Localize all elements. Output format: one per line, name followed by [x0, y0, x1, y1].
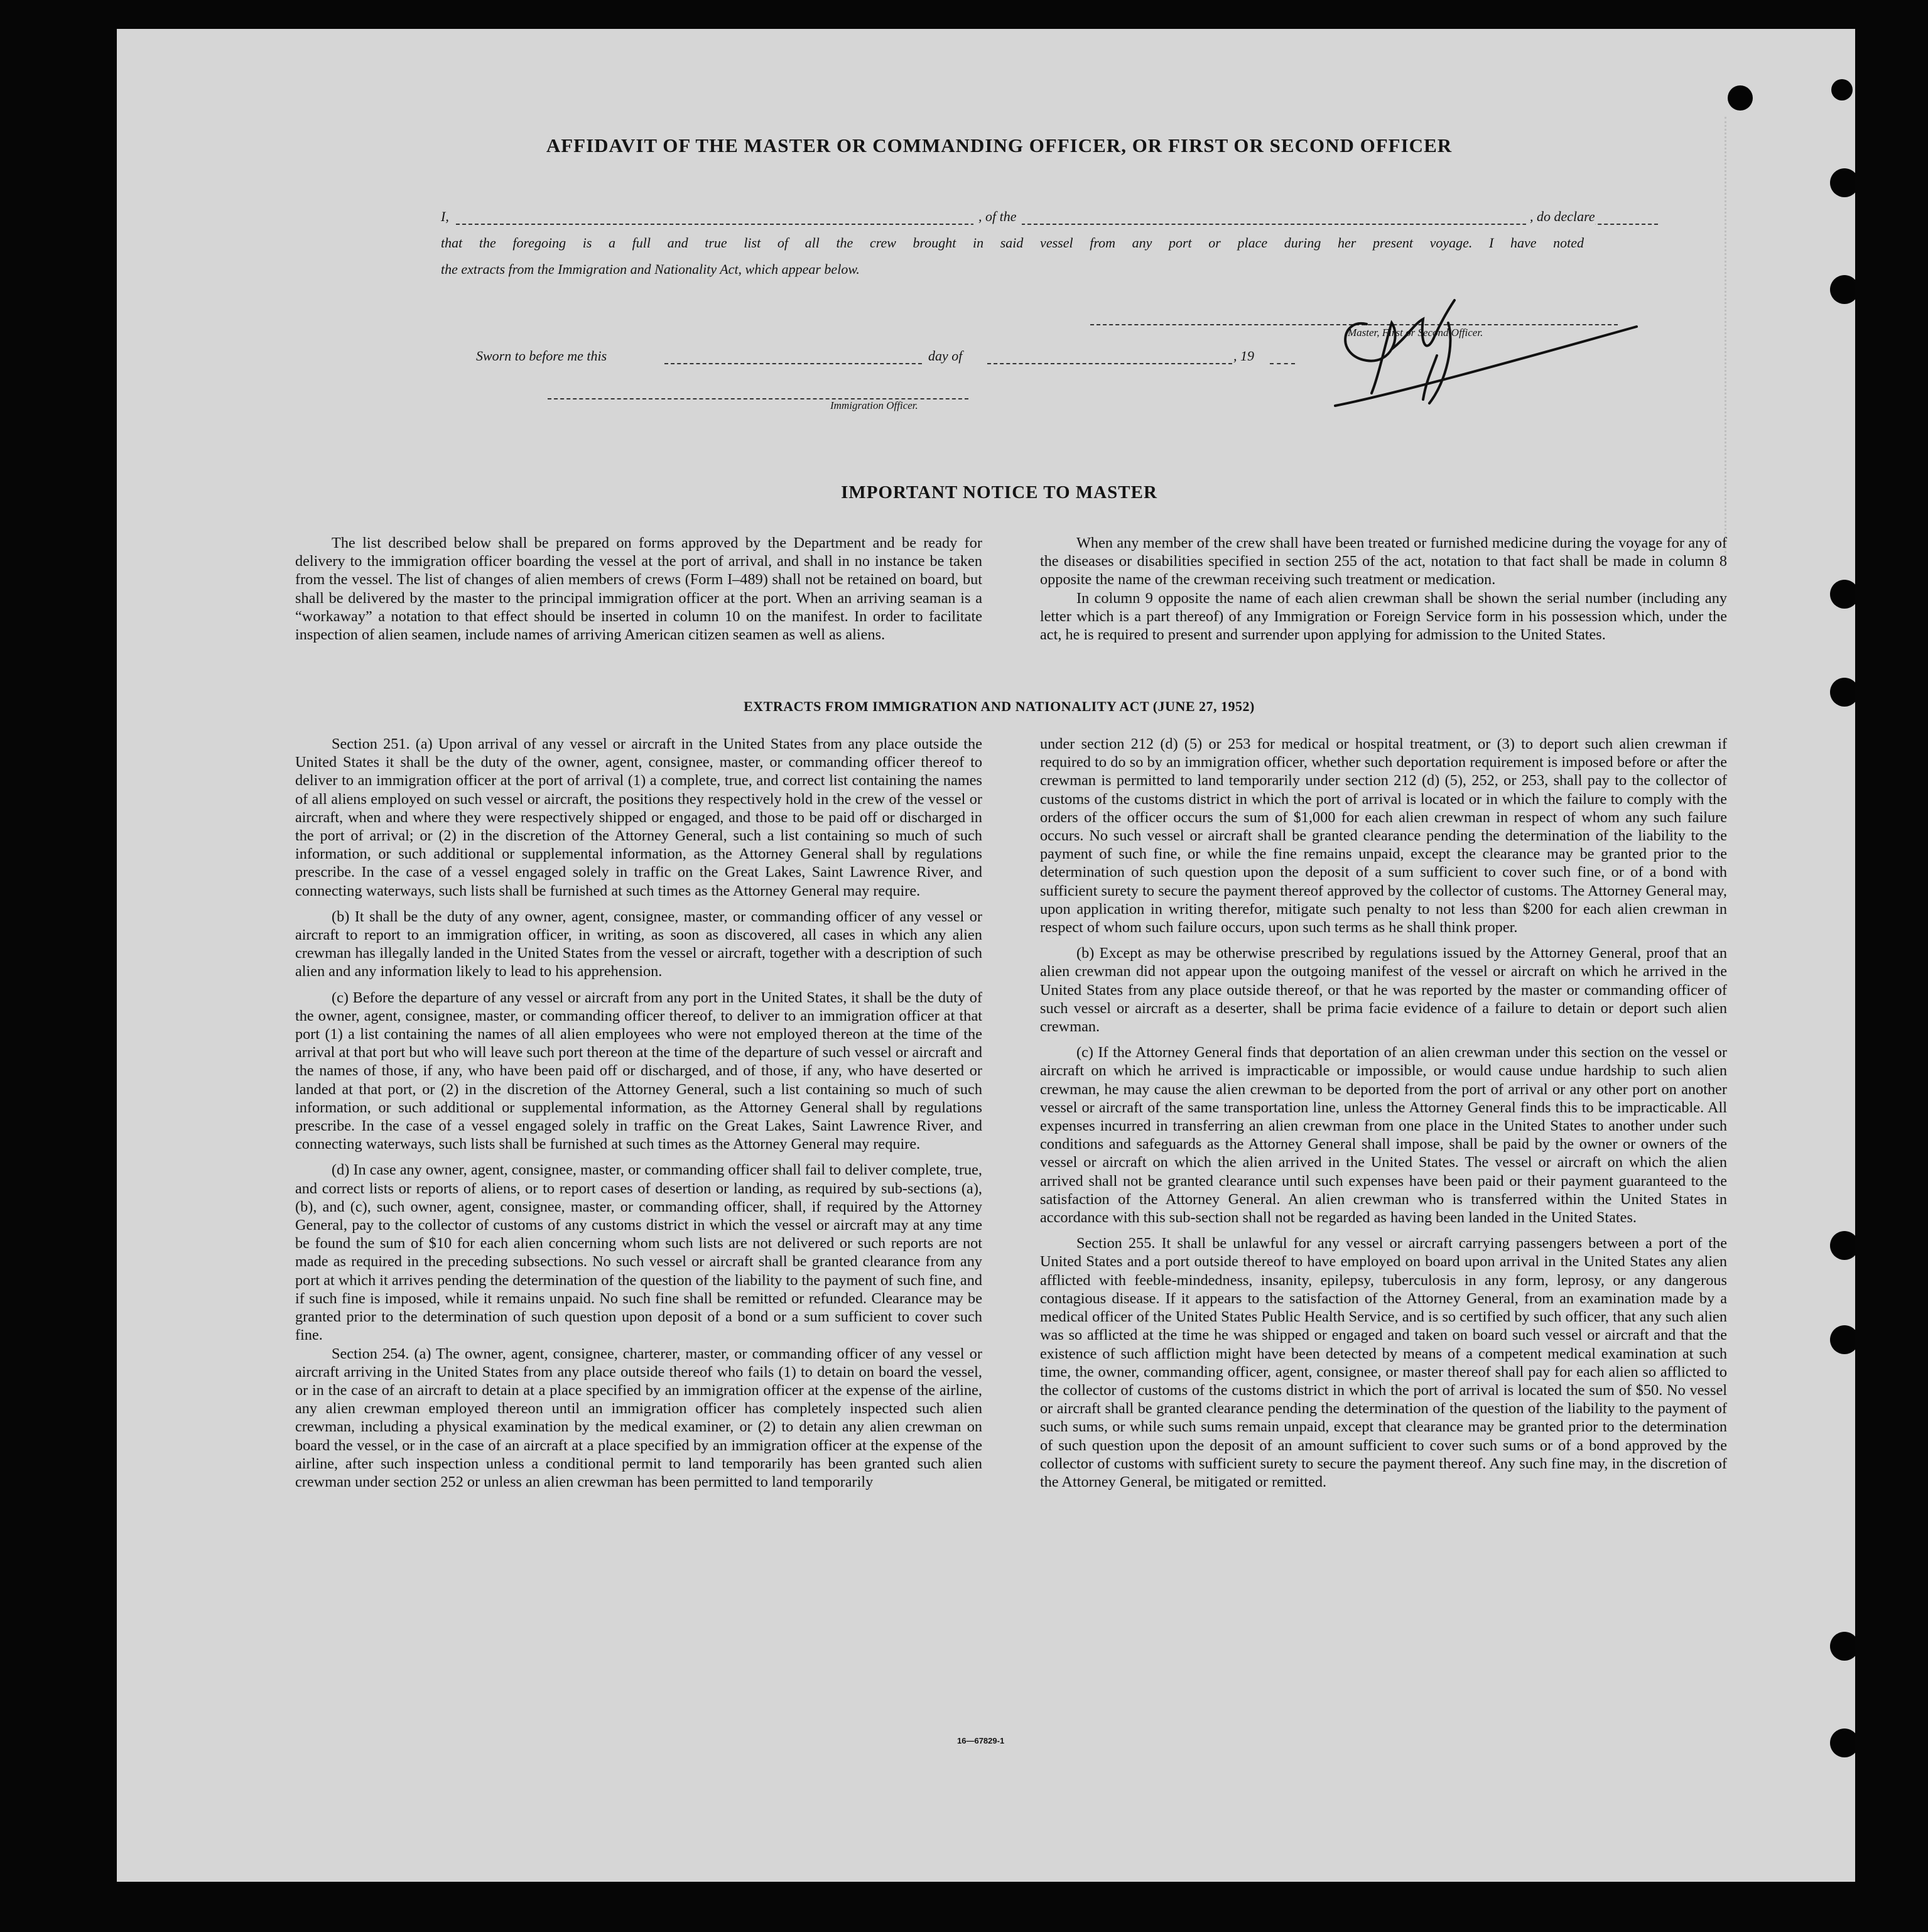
extracts-title: EXTRACTS FROM IMMIGRATION AND NATIONALITY ACT (JUNE 27, 1952) [744, 698, 1255, 714]
master-signature-label: Master, First or Second Officer. [1348, 327, 1483, 339]
declaration-line-2: the extracts from the Immigration and Nationality Act, which appear below. [441, 261, 860, 277]
declarant-label: I, [441, 209, 449, 224]
section-251-a: Section 251. (a) Upon arrival of any vessel or aircraft in the United States from any place outside the United States it shall be the duty of the owner, agent, consignee, master, or commanding officer thereof to deliver to an immigration officer at the port of arrival (1) a complete, true, and correct list containing the names of all aliens employed on such vessel or aircraft, the positions they respectively hold in the crew of the vessel or aircraft, when and where they were respectively shipped or engaged, and those to be paid off or discharged in the port of arrival; or (2) in the discretion of the Attorney General, such a list containing so much of such information, or such additional or supplemental information, as the Attorney General shall by regulations prescribe. In the case of a vessel engaged solely in traffic on the Great Lakes, Saint Lawrence River, and connecting waterways, such lists shall be furnished at such times as the Attorney General may require. [295, 735, 982, 899]
punch-hole [1728, 85, 1753, 111]
section-254-b: (b) Except as may be otherwise prescribed by regulations issued by the Attorney General, proof that an alien crewman did not appear upon the outgoing manifest of the vessel or aircraft on which he arrived in the United States from any place outside thereof, or that he was reported by the master or commanding officer of such vessel or aircraft as a deserter, shall be prima facie evidence of a failure to detain or deport such alien crewman. [1040, 945, 1727, 1036]
punch-hole [1831, 79, 1853, 100]
section-255: Section 255. It shall be unlawful for any vessel or aircraft carrying passengers between a port of the United States and a port outside thereof to have employed on board upon arrival in the United States any alien afflicted with feeble-mindedness, insanity, epilepsy, tuberculosis in any form, leprosy, or any dangerous contagious disease. If it appears to the satisfaction of the Attorney General, from an examination made by a medical officer of the United States Public Health Service, and is so certified by such officer, that any such alien was so afflicted at the time he was shipped or engaged and taken on board such vessel or aircraft and that the existence of such affliction might have been detected by means of a competent medical examination at such time, the owner, commanding officer, agent, consignee, or master thereof shall pay for each alien so afflicted to the collector of customs of the customs district in which the port of arrival is located the sum of $50. No vessel or aircraft shall be granted clearance pending the determination of the question of the liability to the payment of such sums, or while such sums remain unpaid, except that clearance may be granted prior to the determination of such question upon the deposit of an amount sufficient to cover such sums or of a bond approved by the collector of customs with sufficient surety to secure the payment thereof. Any such fine may, in the discretion of the Attorney General, be mitigated or remitted. [1040, 1235, 1727, 1490]
day-of-label: day of [928, 348, 963, 364]
section-254-c: (c) If the Attorney General finds that deportation of an alien crewman under this section on the vessel or aircraft on which he arrived is impracticable or impossible, or would cause undue hardship to such alien crewman, he may cause the alien crewman to be deported from the port of arrival or any other port on another vessel or aircraft of the same transportation line, unless the Attorney General finds this to be impracticable. All expenses incurred in transferring an alien crewman from one place in the United States to another under such conditions and safeguards as the Attorney General shall impose, shall be paid by the owner or owners of the vessel or aircraft on which the alien arrived in the United States. The vessel or aircraft on which the alien arrived shall not be granted clearance until such expenses have been paid or their payment guaranteed to the satisfaction of the Attorney General. An alien crewman who is transferred within the United States in accordance with this sub-section shall not be regarded as having been landed in the United States. [1040, 1044, 1727, 1227]
immigration-officer-label: Immigration Officer. [830, 399, 918, 411]
section-251-b: (b) It shall be the duty of any owner, agent, consignee, master, or commanding officer of any vessel or aircraft to report to an immigration officer, in writing, as soon as discovered, all cases in which any alien crewman has illegally landed in the United States from the vessel or aircraft, together with a description of such alien and any information likely to lead to his apprehension. [295, 908, 982, 980]
notice-left-column [295, 534, 982, 644]
section-251-c: (c) Before the departure of any vessel or aircraft from any port in the United States, it shall be the duty of the owner, agent, consignee, master, or commanding officer thereof, to deliver to an immigration officer at that port (1) a list containing the names of all alien employees who were not employed thereon at the time of the arrival at that port but who will leave such port thereon at the time of the departure of such vessel or aircraft and the names of those, if any, who have been paid off or discharged, and of those, if any, who have deserted or landed at that port, or (2) in the discretion of the Attorney General, such a list containing so much of such information, or such additional or supplemental information, as the Attorney General shall by regulations prescribe. In the case of a vessel engaged solely in traffic on the Great Lakes, Saint Lawrence River, and connecting waterways, such lists shall be furnished at such times as the Attorney General may require. [295, 989, 982, 1153]
punch-hole [1830, 1632, 1855, 1661]
of-the-label: , of the [973, 209, 1022, 225]
document-page [117, 29, 1855, 1882]
declaration-line-1: that the foregoing is a full and true list of all the crew brought in said vessel from any port or place during her present voyage. I have noted [441, 235, 1584, 251]
punch-hole [1830, 1231, 1855, 1260]
punch-hole [1830, 1728, 1855, 1757]
notice-title: IMPORTANT NOTICE TO MASTER [841, 482, 1157, 502]
extracts-right-column [1040, 735, 1727, 1491]
sworn-label: Sworn to before me this [476, 348, 607, 364]
handwritten-signature [1297, 249, 1649, 412]
notice-right-paragraph-1: When any member of the crew shall have been treated or furnished medicine during the voyage for any of the diseases or disabilities specified in section 255 of the act, notation to that fact shall be made in column 8 opposite the name of the crewman receiving such treatment or medication. [1040, 535, 1727, 589]
punch-hole [1830, 580, 1855, 609]
notice-right-column [1040, 534, 1727, 644]
year-prefix-label: , 19 [1233, 348, 1254, 364]
punch-hole [1830, 1325, 1855, 1354]
do-declare-label: , do declare [1526, 209, 1595, 225]
sworn-year-field[interactable] [1270, 363, 1295, 364]
notice-left-paragraph: The list described below shall be prepared on forms approved by the Department and be ready for delivery to the immigration officer boarding the vessel at the port of arrival, and shall in no instance be taken from the vessel. The list of changes of alien members of crews (Form I–489) shall not be retained on board, but shall be delivered by the master to the principal immigration officer at the port. When an arriving seaman is a “workaway” a notation to that effect should be inserted in column 10 on the manifest. In order to facilitate inspection of alien seamen, include names of arriving American citizen seamen as well as aliens. [295, 535, 982, 644]
extracts-left-column [295, 735, 982, 1491]
section-254-a: Section 254. (a) The owner, agent, consignee, charterer, master, or commanding officer of any vessel or aircraft arriving in the United States from any place outside thereof who fails (1) to detain on board the vessel, or in the case of an aircraft to detain at a place specified by an immigration officer at the expense of the airline, any alien crewman employed thereon until an immigration officer has completely inspected such alien crewman, including a physical examination by the medical examiner, or (2) to detain any alien crewman on board the vessel, or in the case of an aircraft at a place specified by an immigration officer at the expense of the airline, after such inspection unless a conditional permit to land temporarily has been granted such alien crewman under section 252 or unless an alien crewman has been permitted to land temporarily [295, 1345, 982, 1490]
affidavit-title: AFFIDAVIT OF THE MASTER OR COMMANDING OFFICER, OR FIRST OR SECOND OFFICER [546, 134, 1453, 156]
sworn-month-field[interactable] [987, 363, 1232, 364]
section-251-d: (d) In case any owner, agent, consignee, master, or commanding officer shall fail to deliver complete, true, and correct lists or reports of aliens, or to report cases of desertion or landing, as required by sub-sections (a), (b), and (c), such owner, agent, consignee, master, or commanding officer, shall, if required by the Attorney General, pay to the collector of customs of any customs district in which the vessel or aircraft may at any time be found the sum of $10 for each alien concerning whom such lists are not delivered or such reports are not made as required in the preceding subsections. No such vessel or aircraft shall be granted clearance from any port at which it arrives pending the determination of the question of the liability to the payment of such fine, and if such fine is imposed, while it remains unpaid. No such fine shall be remitted or refunded. Clearance may be granted prior to the determination of such question upon deposit of a bond or a sum sufficient to cover such fine. [295, 1161, 982, 1344]
sworn-day-field[interactable] [664, 363, 922, 364]
notice-right-paragraph-2: In column 9 opposite the name of each alien crewman shall be shown the serial number (including any letter which is a part thereof) of any Immigration or Foreign Service form in his possession which, under the act, he is required to present and surrender upon applying for admission to the United States. [1040, 589, 1727, 644]
section-254-a-continued: under section 212 (d) (5) or 253 for medical or hospital treatment, or (3) to deport such alien crewman if required to do so by an immigration officer, whether such deportation requirement is imposed before or after the crewman is permitted to land temporarily under section 212 (d) (5), 252, or 253, shall pay to the collector of customs of the customs district in which the port of arrival is located or in which the failure to comply with the orders of the officer occurs the sum of $1,000 for each alien crewman in respect of whom any such failure occurs. No such vessel or aircraft shall be granted clearance pending the determination of the liability to the payment of such fine, or while the fine remains unpaid, except the clearance may be granted prior to the determination of such question upon the deposit of a sum sufficient to cover such fine, or of a bond with sufficient surety to secure the payment thereof approved by the collector of customs. The Attorney General may, upon application in writing therefor, mitigate such penalty to not less than $200 for each alien crewman in respect of whom such failure occurs, upon such terms as he shall think proper. [1040, 735, 1727, 936]
form-number: 16—67829-1 [957, 1736, 1005, 1745]
